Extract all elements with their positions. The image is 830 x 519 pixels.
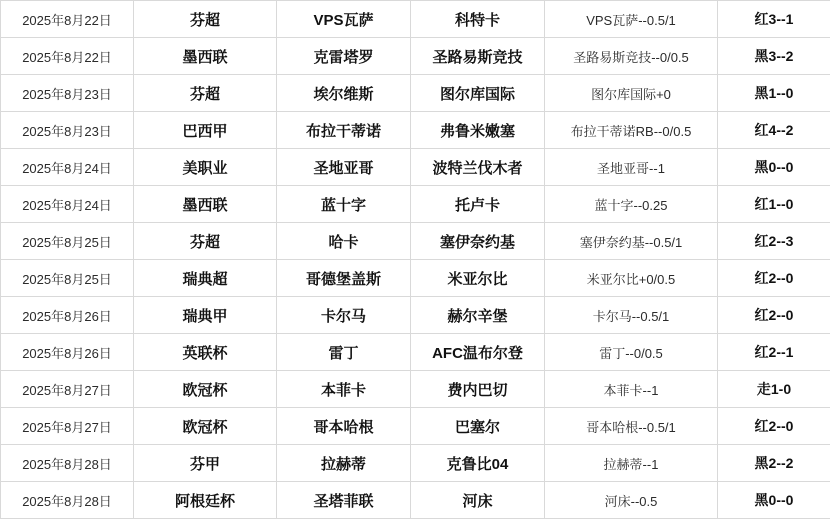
cell-away-team[interactable]: 弗鲁米嫩塞	[411, 112, 545, 149]
cell-handicap[interactable]: 圣路易斯竞技--0/0.5	[545, 38, 718, 75]
cell-result[interactable]: 红2--0	[718, 260, 830, 297]
cell-league[interactable]: 美职业	[134, 149, 277, 186]
cell-handicap[interactable]: 拉赫蒂--1	[545, 445, 718, 482]
cell-away-team[interactable]: 塞伊奈约基	[411, 223, 545, 260]
cell-league[interactable]: 欧冠杯	[134, 408, 277, 445]
cell-result-selected[interactable]: 黑0--0	[718, 482, 830, 519]
cell-league[interactable]: 瑞典甲	[134, 297, 277, 334]
table-row	[1, 223, 830, 260]
cell-league[interactable]: 芬超	[134, 75, 277, 112]
cell-date[interactable]: 2025年8月28日	[1, 482, 134, 519]
cell-date[interactable]: 2025年8月26日	[1, 334, 134, 371]
cell-away-team[interactable]: AFC温布尔登	[411, 334, 545, 371]
cell-result[interactable]: 红2--0	[718, 297, 830, 334]
cell-home-team[interactable]: VPS瓦萨	[277, 1, 411, 38]
cell-home-team[interactable]: 圣塔菲联	[277, 482, 411, 519]
table-row	[1, 38, 830, 75]
cell-handicap[interactable]: 塞伊奈约基--0.5/1	[545, 223, 718, 260]
cell-away-team[interactable]: 赫尔辛堡	[411, 297, 545, 334]
cell-result[interactable]: 黑3--2	[718, 38, 830, 75]
cell-result[interactable]: 黑2--2	[718, 445, 830, 482]
cell-league[interactable]: 瑞典超	[134, 260, 277, 297]
table-row	[1, 408, 830, 445]
table-row	[1, 112, 830, 149]
cell-league[interactable]: 芬超	[134, 1, 277, 38]
cell-away-team[interactable]: 波特兰伐木者	[411, 149, 545, 186]
cell-date[interactable]: 2025年8月22日	[1, 38, 134, 75]
cell-handicap[interactable]: 圣地亚哥--1	[545, 149, 718, 186]
cell-league[interactable]: 墨西联	[134, 38, 277, 75]
cell-away-team[interactable]: 米亚尔比	[411, 260, 545, 297]
cell-home-team[interactable]: 拉赫蒂	[277, 445, 411, 482]
cell-league[interactable]: 巴西甲	[134, 112, 277, 149]
cell-date[interactable]: 2025年8月27日	[1, 371, 134, 408]
table-row	[1, 260, 830, 297]
cell-handicap[interactable]: 米亚尔比+0/0.5	[545, 260, 718, 297]
cell-result[interactable]: 红2--0	[718, 408, 830, 445]
cell-date[interactable]: 2025年8月25日	[1, 260, 134, 297]
cell-away-team[interactable]: 巴塞尔	[411, 408, 545, 445]
cell-result[interactable]: 红4--2	[718, 112, 830, 149]
cell-home-team[interactable]: 哥本哈根	[277, 408, 411, 445]
cell-date[interactable]: 2025年8月23日	[1, 112, 134, 149]
cell-away-team[interactable]: 图尔库国际	[411, 75, 545, 112]
cell-handicap[interactable]: 蓝十字--0.25	[545, 186, 718, 223]
cell-home-team[interactable]: 埃尔维斯	[277, 75, 411, 112]
cell-handicap[interactable]: 河床--0.5	[545, 482, 718, 519]
cell-away-team[interactable]: 科特卡	[411, 1, 545, 38]
cell-league[interactable]: 欧冠杯	[134, 371, 277, 408]
cell-handicap[interactable]: 布拉干蒂诺RB--0/0.5	[545, 112, 718, 149]
cell-home-team[interactable]: 克雷塔罗	[277, 38, 411, 75]
cell-home-team[interactable]: 雷丁	[277, 334, 411, 371]
cell-away-team[interactable]: 克鲁比04	[411, 445, 545, 482]
cell-handicap[interactable]: 卡尔马--0.5/1	[545, 297, 718, 334]
cell-league[interactable]: 英联杯	[134, 334, 277, 371]
cell-date[interactable]: 2025年8月22日	[1, 1, 134, 38]
table-row	[1, 1, 830, 38]
cell-league[interactable]: 阿根廷杯	[134, 482, 277, 519]
cell-home-team[interactable]: 哥德堡盖斯	[277, 260, 411, 297]
cell-date[interactable]: 2025年8月24日	[1, 186, 134, 223]
cell-handicap[interactable]: 哥本哈根--0.5/1	[545, 408, 718, 445]
table-row	[1, 445, 830, 482]
cell-home-team[interactable]: 蓝十字	[277, 186, 411, 223]
cell-result[interactable]: 红3--1	[718, 1, 830, 38]
cell-date[interactable]: 2025年8月26日	[1, 297, 134, 334]
cell-home-team[interactable]: 布拉干蒂诺	[277, 112, 411, 149]
cell-date[interactable]: 2025年8月25日	[1, 223, 134, 260]
table-row	[1, 186, 830, 223]
cell-date[interactable]: 2025年8月28日	[1, 445, 134, 482]
table-row	[1, 297, 830, 334]
cell-date[interactable]: 2025年8月27日	[1, 408, 134, 445]
cell-result[interactable]: 走1-0	[718, 371, 830, 408]
cell-handicap[interactable]: 本菲卡--1	[545, 371, 718, 408]
cell-handicap[interactable]: 雷丁--0/0.5	[545, 334, 718, 371]
cell-league[interactable]: 芬超	[134, 223, 277, 260]
cell-league[interactable]: 墨西联	[134, 186, 277, 223]
cell-away-team[interactable]: 费内巴切	[411, 371, 545, 408]
cell-home-team[interactable]: 本菲卡	[277, 371, 411, 408]
cell-home-team[interactable]: 卡尔马	[277, 297, 411, 334]
cell-home-team[interactable]: 圣地亚哥	[277, 149, 411, 186]
cell-date[interactable]: 2025年8月24日	[1, 149, 134, 186]
table-row	[1, 75, 830, 112]
cell-home-team[interactable]: 哈卡	[277, 223, 411, 260]
cell-handicap[interactable]: 图尔库国际+0	[545, 75, 718, 112]
cell-result[interactable]: 红1--0	[718, 186, 830, 223]
cell-handicap[interactable]: VPS瓦萨--0.5/1	[545, 1, 718, 38]
cell-away-team[interactable]: 托卢卡	[411, 186, 545, 223]
table-row	[1, 371, 830, 408]
table-row	[1, 482, 830, 519]
cell-away-team[interactable]: 圣路易斯竞技	[411, 38, 545, 75]
cell-result[interactable]: 红2--1	[718, 334, 830, 371]
table-row	[1, 334, 830, 371]
cell-away-team[interactable]: 河床	[411, 482, 545, 519]
cell-result[interactable]: 黑0--0	[718, 149, 830, 186]
cell-league[interactable]: 芬甲	[134, 445, 277, 482]
cell-result[interactable]: 红2--3	[718, 223, 830, 260]
cell-date[interactable]: 2025年8月23日	[1, 75, 134, 112]
cell-result[interactable]: 黑1--0	[718, 75, 830, 112]
table-row	[1, 149, 830, 186]
